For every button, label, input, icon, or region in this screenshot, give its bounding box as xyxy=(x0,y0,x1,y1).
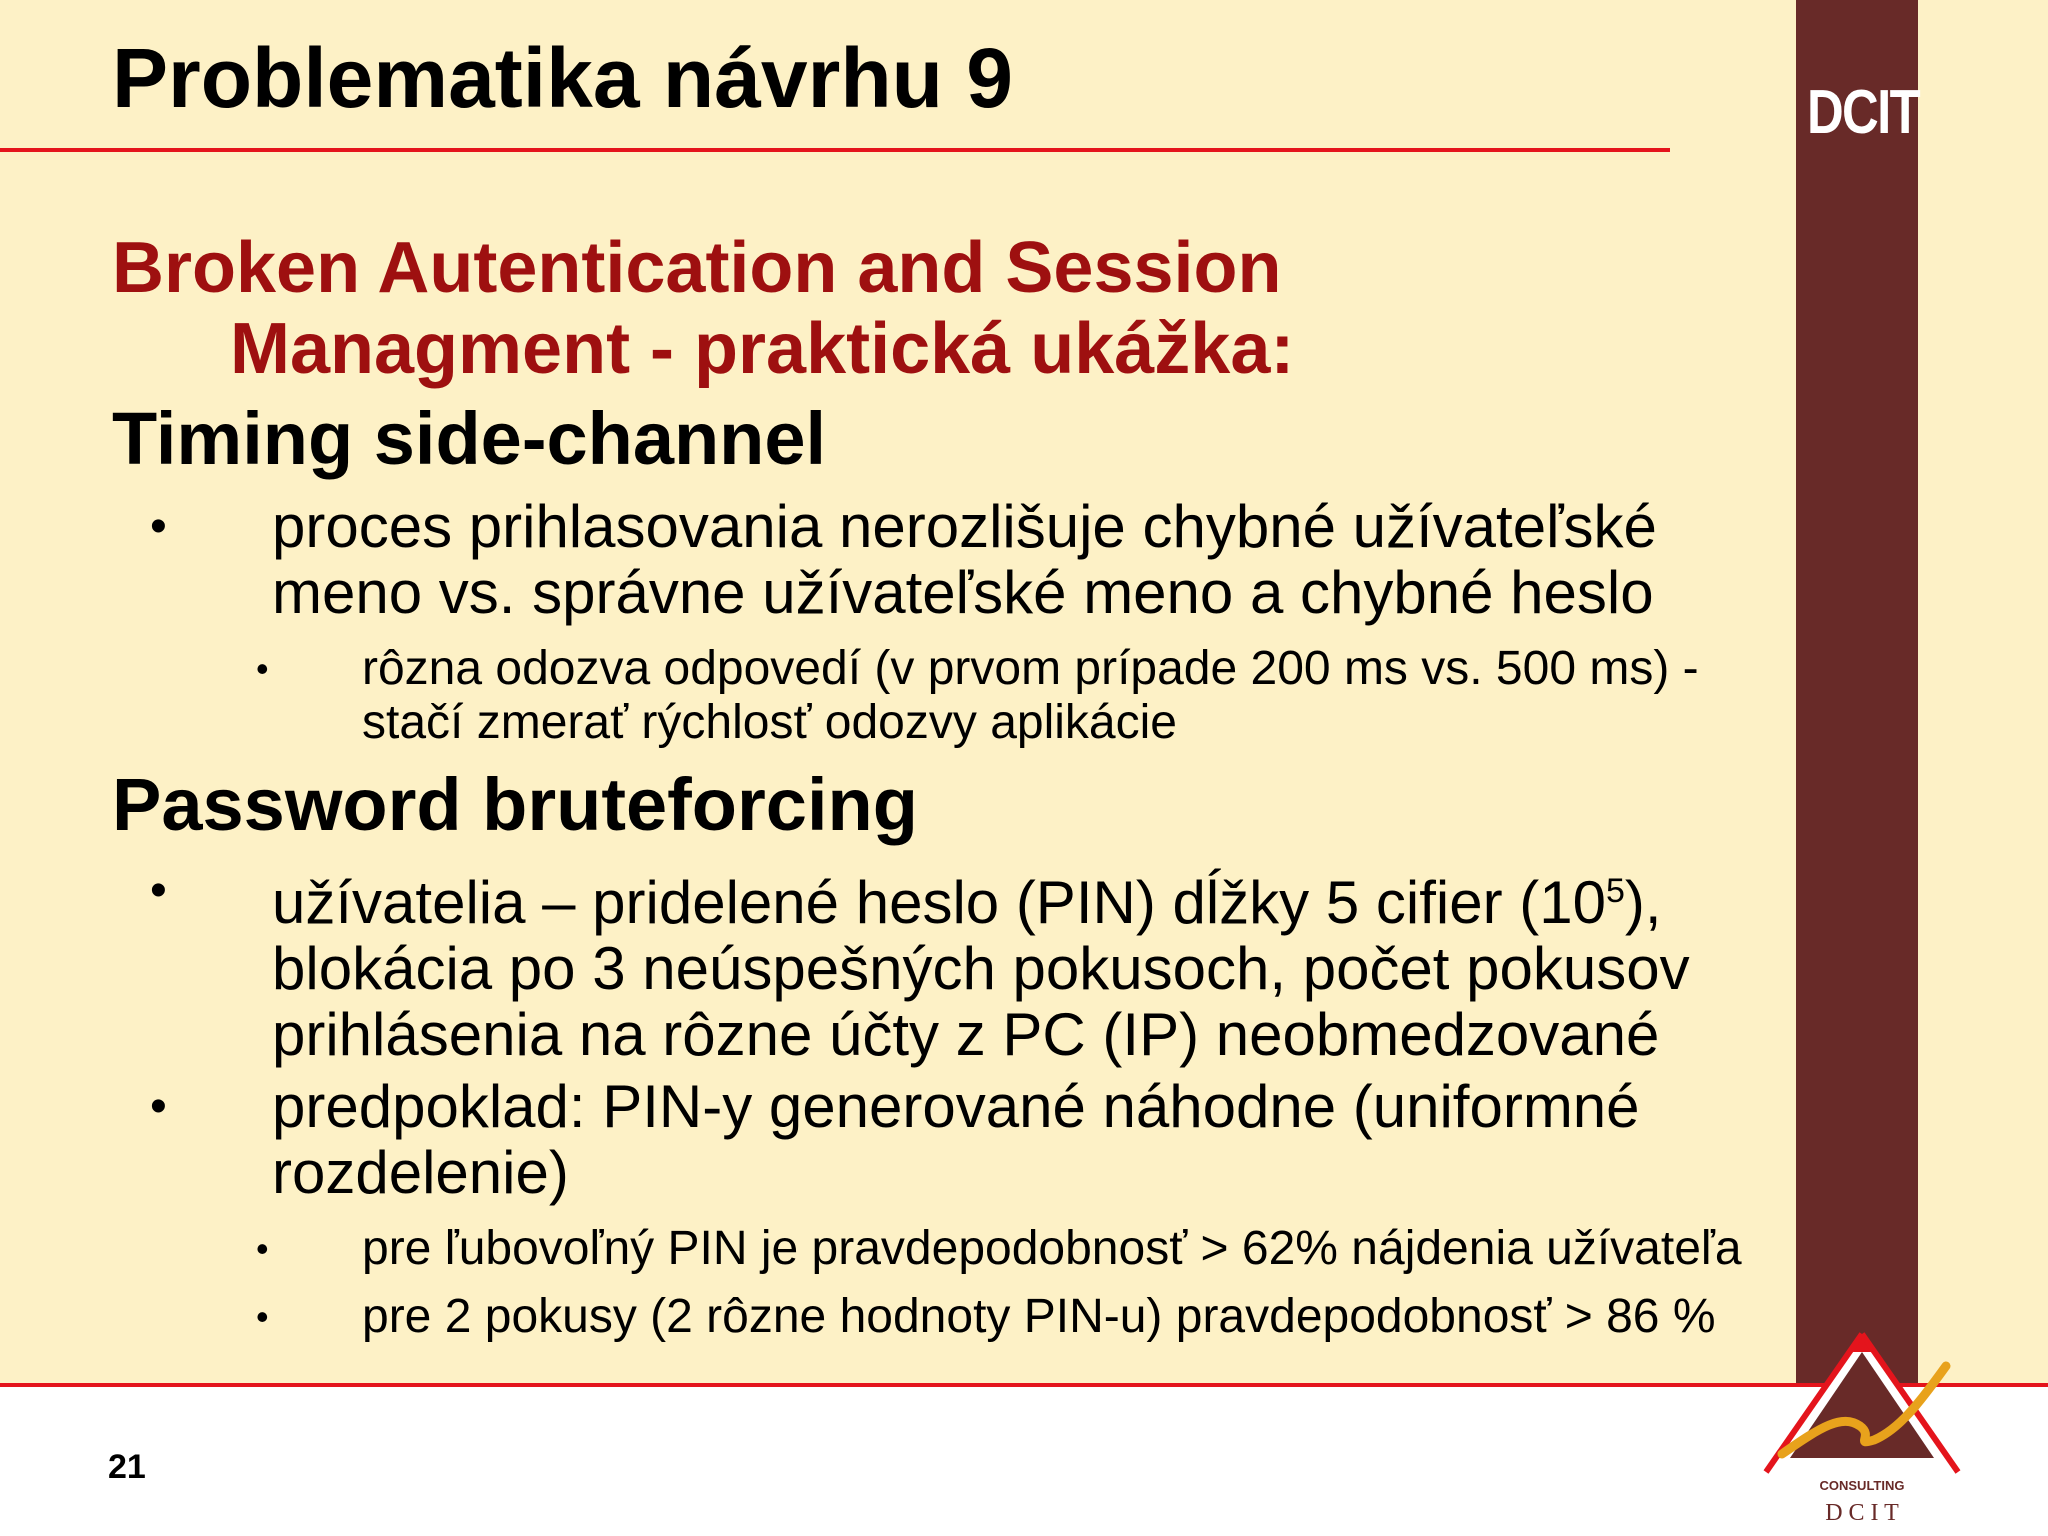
subheading-line-2: Managment - praktická ukážka: xyxy=(230,309,1295,389)
section-heading-bruteforcing: Password bruteforcing xyxy=(112,763,918,846)
list-item-text xyxy=(272,858,1770,1068)
subheading-line-1: Broken Autentication and Session xyxy=(112,228,1282,308)
page-number: 21 xyxy=(108,1448,146,1486)
slide-title: Problematika návrhu 9 xyxy=(112,31,1013,125)
sub-list-item xyxy=(256,1290,1756,1344)
footer-divider xyxy=(0,1383,2048,1387)
bullet-icon: • xyxy=(256,648,269,689)
text-before-superscript: užívatelia – pridelené heslo (PIN) dĺžky 5 cifier (10 xyxy=(272,869,1606,936)
sub-list-item-text: pre ľubovoľný PIN je pravdepodobnosť > 62% nájdenia užívateľa xyxy=(362,1222,1742,1275)
list-item-text: predpoklad: PIN-y generované náhodne (uniformné rozdelenie) xyxy=(272,1073,1640,1206)
dcit-consulting-logo-icon xyxy=(1762,1330,1962,1530)
text-after-superscript: ), blokácia po 3 neúspešných pokusoch, počet pokusov prihlásenia na rôzne účty z PC (IP) neobmedzované xyxy=(272,869,1690,1068)
logo-text-consulting: CONSULTING xyxy=(1819,1478,1905,1493)
sub-list-item xyxy=(256,1222,1756,1276)
sub-list-item xyxy=(256,642,1756,750)
bullet-icon: • xyxy=(150,1080,167,1133)
brand-stripe xyxy=(1796,0,1918,1386)
brand-logo-text: DCIT xyxy=(1806,78,1920,147)
list-item-text: proces prihlasovania nerozlišuje chybné užívateľské meno vs. správne užívateľské meno a chybné heslo xyxy=(272,493,1657,626)
bullet-icon: • xyxy=(256,1228,269,1269)
title-divider xyxy=(0,148,1670,152)
section-heading-timing: Timing side-channel xyxy=(112,397,827,480)
logo-text-dcit: D C I T xyxy=(1825,1500,1899,1526)
sub-list-item-text: pre 2 pokusy (2 rôzne hodnoty PIN-u) pravdepodobnosť > 86 % xyxy=(362,1290,1716,1343)
list-item xyxy=(150,858,1770,1068)
sub-list-item-text: rôzna odozva odpovedí (v prvom prípade 200 ms vs. 500 ms) - stačí zmerať rýchlosť odozvy aplikácie xyxy=(362,642,1699,749)
superscript-exponent: 5 xyxy=(1605,872,1625,910)
slide-subheading xyxy=(112,228,1294,390)
bullet-icon: • xyxy=(256,1296,269,1337)
bullet-icon: • xyxy=(150,500,167,553)
bullet-icon: • xyxy=(150,864,167,917)
list-item xyxy=(150,1074,1770,1206)
list-item xyxy=(150,494,1770,626)
